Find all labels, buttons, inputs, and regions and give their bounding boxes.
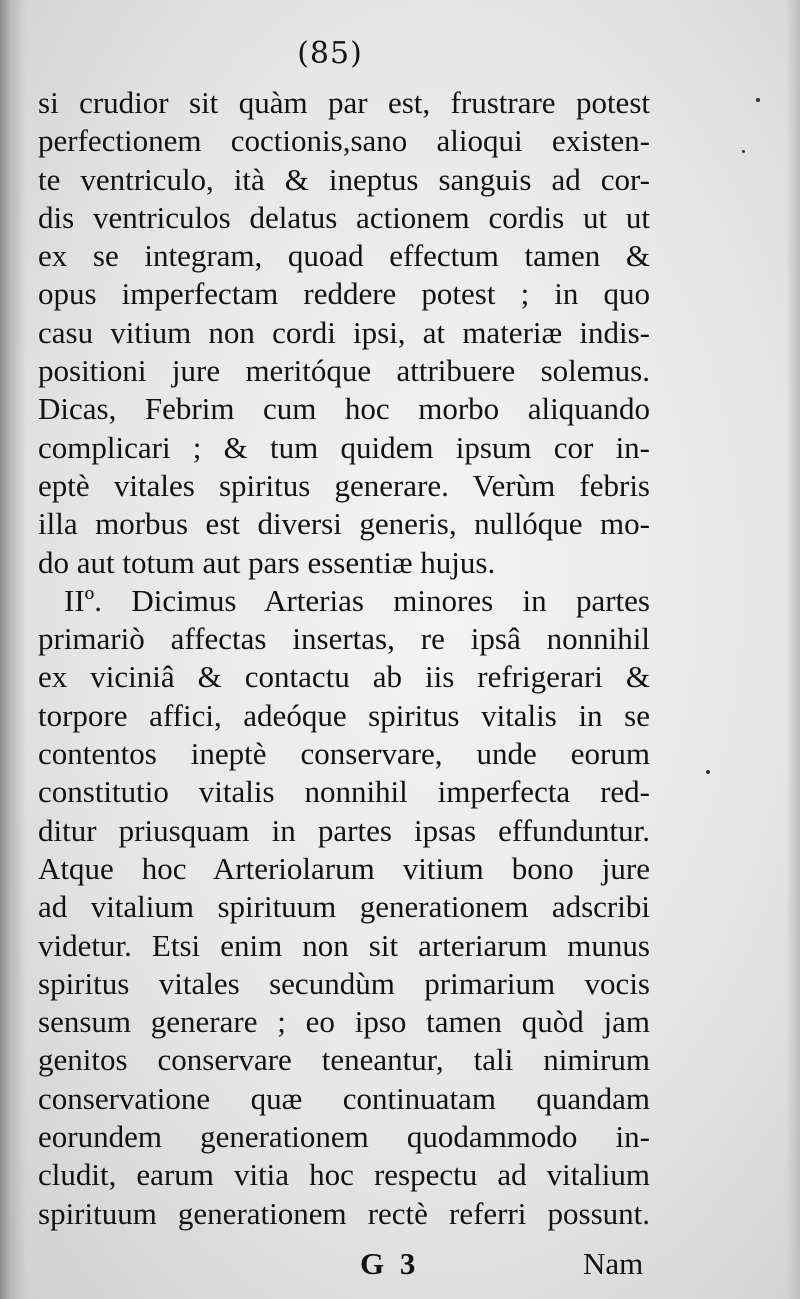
text-line: te ventriculo, ità & ineptus sanguis ad cor- bbox=[38, 161, 650, 197]
text-line: ex se integram, quoad effectum tamen & bbox=[38, 238, 650, 274]
text-line: perfectionem coctionis,sano alioqui existen- bbox=[38, 123, 650, 159]
page-number: (85) bbox=[297, 36, 363, 71]
text-line: casu vitium non cordi ipsi, at materiæ indis- bbox=[38, 314, 650, 350]
text-line: spirituum generationem rectè referri possunt. bbox=[38, 1195, 650, 1231]
text-line: illa morbus est diversi generis, nullóque mo- bbox=[38, 506, 650, 542]
page-edge-shadow bbox=[786, 0, 800, 1299]
text-line: cludit, earum vitia hoc respectu ad vitalium bbox=[38, 1157, 650, 1193]
signature-mark: G 3 bbox=[360, 1246, 420, 1281]
text-line: primariò affectas insertas, re ipsâ nonnihil bbox=[38, 621, 650, 657]
binding-gutter-shadow bbox=[0, 0, 26, 1299]
text-line: complicari ; & tum quidem ipsum cor in- bbox=[38, 429, 650, 465]
text-line: constitutio vitalis nonnihil imperfecta red- bbox=[38, 774, 650, 810]
text-line: Atque hoc Arteriolarum vitium bono jure bbox=[38, 850, 650, 886]
text-line: contentos ineptè conservare, unde eorum bbox=[38, 736, 650, 772]
text-line: IIº. Dicimus Arterias minores in partes bbox=[64, 582, 650, 618]
text-line: ditur priusquam in partes ipsas effunduntur. bbox=[38, 812, 650, 848]
text-line: ad vitalium spirituum generationem adscribi bbox=[38, 889, 650, 925]
text-line: eptè vitales spiritus generare. Verùm febris bbox=[38, 467, 650, 503]
text-line: positioni jure meritóque attribuere solemus. bbox=[38, 353, 650, 389]
catchword: Nam bbox=[583, 1246, 644, 1281]
text-line: opus imperfectam reddere potest ; in quo bbox=[38, 276, 650, 312]
ink-speck bbox=[742, 150, 745, 153]
text-line: conservatione quæ continuatam quandam bbox=[38, 1080, 650, 1116]
text-line: Dicas, Febrim cum hoc morbo aliquando bbox=[38, 391, 650, 427]
text-line: dis ventriculos delatus actionem cordis ut ut bbox=[38, 199, 650, 235]
text-line: spiritus vitales secundùm primarium vocis bbox=[38, 965, 650, 1001]
text-line: sensum generare ; eo ipso tamen quòd jam bbox=[38, 1004, 650, 1040]
page-footer bbox=[0, 1246, 800, 1290]
text-line: videtur. Etsi enim non sit arteriarum munus bbox=[38, 927, 650, 963]
ink-speck bbox=[706, 770, 710, 774]
body-text bbox=[38, 84, 668, 1233]
text-line: ex viciniâ & contactu ab iis refrigerari & bbox=[38, 659, 650, 695]
text-line: si crudior sit quàm par est, frustrare potest bbox=[38, 85, 650, 120]
ink-speck bbox=[756, 98, 760, 102]
text-line: genitos conservare teneantur, tali nimirum bbox=[38, 1042, 650, 1078]
text-line: torpore affici, adeóque spiritus vitalis in se bbox=[38, 697, 650, 733]
text-line: do aut totum aut pars essentiæ hujus. bbox=[38, 544, 496, 580]
text-line: eorundem generationem quodammodo in- bbox=[38, 1119, 650, 1155]
